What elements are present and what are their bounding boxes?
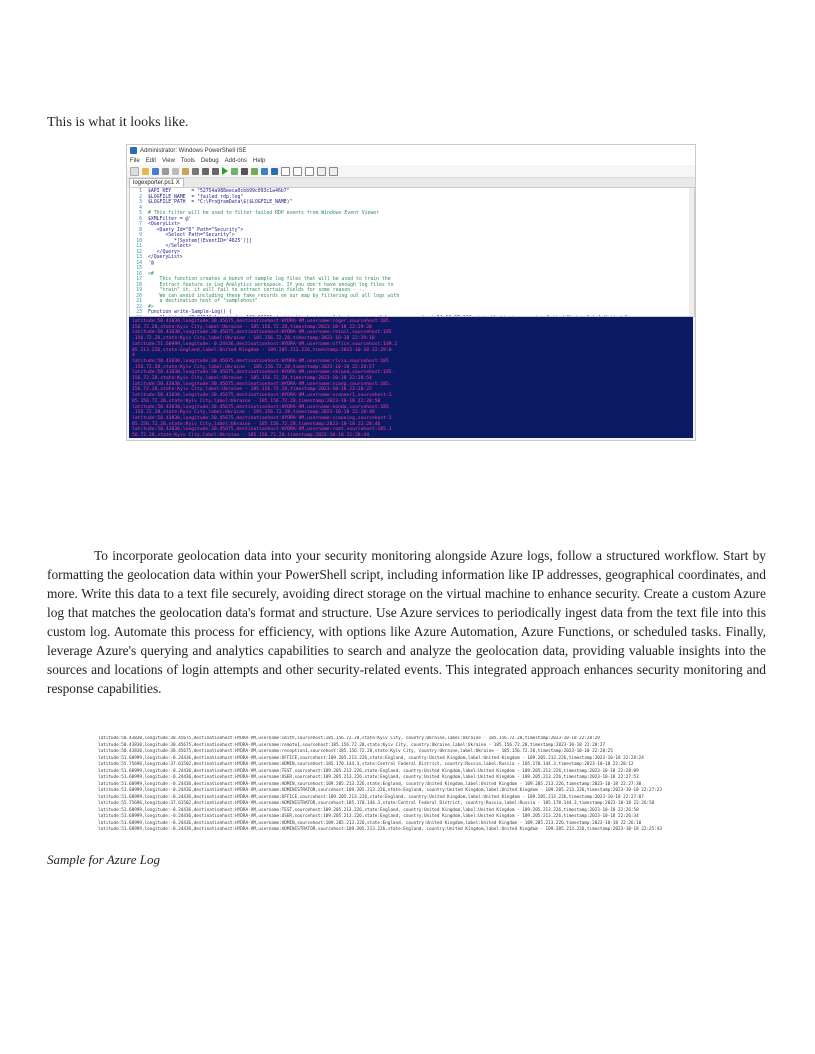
- line-number: 17: [136, 277, 142, 282]
- code-line: </Query>: [148, 249, 180, 255]
- tab-label: logexporter.ps1: [133, 180, 175, 186]
- line-numbers: [130, 189, 142, 317]
- addon-icon: [329, 167, 338, 176]
- log-line: latitude:51.60999,longitude:-0.24436,destinationhost:HYDRA-VM,username:TEST,sourcehost:109.205.213.226,state:England, country:United Kingdom,label:United Kingdom - 109.205.213.226,timestamp:2023-10-18 22:26:50: [98, 807, 639, 813]
- line-number: 10: [136, 238, 142, 244]
- undo-icon: [202, 168, 209, 175]
- log-line: latitude:51.60999,longitude:-0.24436,destinationhost:HYDRA-VM,username:ADMIN,sourcehost:109.205.213.226,state:England, country:United Kingdom,label:United Kingdom - 109.205.213.226,timestamp:2023-10-18 22:27:30: [98, 781, 642, 787]
- line-number: 14: [136, 260, 142, 266]
- log-line: latitude:51.60999,longitude:-0.24436,destinationhost:HYDRA-VM,username:USER,sourcehost:109.205.213.226,state:England, country:United Kingdom,label:United Kingdom - 109.205.213.226,timestamp:2023-10-18 22:26:34: [98, 814, 639, 819]
- script-code: [148, 189, 688, 317]
- clear-icon: [192, 168, 199, 175]
- code-line: Extract feature in Log Analytics workspace. If you don't have enough log files to: [148, 282, 394, 288]
- copy-icon: [172, 168, 179, 175]
- code-line: Function write-Sample-Log() {: [148, 310, 232, 315]
- menu-addons: Add-ons: [224, 157, 247, 164]
- redo-icon: [212, 168, 219, 175]
- code-line: <Query Id="0" Path="Security">: [148, 227, 244, 233]
- line-number: 23: [136, 310, 142, 315]
- powershell-console-icon: [271, 168, 278, 175]
- line-number: 20: [136, 293, 142, 299]
- console-line: 156.72.28,state:Kyiv City,label:Ukraine - 185.156.72.28,timestamp:2023-10-18 22:28:22: [132, 387, 372, 393]
- tab-logexporter: [129, 178, 184, 187]
- line-number: 18: [136, 282, 142, 288]
- console-line: .156.72.28,state:Kyiv City,label:Ukraine - 185.156.72.28,timestamp:2023-10-18 22:28:48: [132, 410, 375, 416]
- powershell-ise-screenshot: [126, 144, 696, 441]
- code-line: *[System[(EventID='4625')]]: [148, 238, 252, 244]
- line-number: 22: [136, 304, 142, 310]
- figure-caption: Sample for Azure Log: [47, 852, 161, 867]
- ise-toolbar: [127, 165, 695, 178]
- log-line: latitude:51.60999,longitude:-0.24436,destinationhost:HYDRA-VM,username:ADMINISTRATOR,sourcehost:109.205.213.226,state:England, country:United Kingdom,label:United Kingdom - 109.205.213.226,timestamp:2023-10-18 22:27:23: [98, 788, 662, 793]
- line-number: 8: [139, 227, 142, 233]
- menu-edit: Edit: [145, 157, 157, 164]
- code-line: <#: [148, 271, 154, 277]
- line-number: 1: [139, 189, 142, 194]
- code-line: # This filter will be used to filter failed RDP events from Windows Event Viewer: [148, 211, 380, 216]
- paste-icon: [182, 168, 189, 175]
- console-line: 05.213.226,state:England,label:United Kingdom - 109.205.213.226,timestamp:2023-10-18 22:29:0: [132, 347, 392, 353]
- log-line: latitude:55.75696,longitude:37.61502,destinationhost:HYDRA-VM,username:ADMINISTRATOR,sourcehost:185.170.144.3,state:Central Federal District, country:Russia,label:Russia - 185.170.144.3,timestamp:2023-10-18 22:26:58: [98, 801, 655, 806]
- console-line: latitude:50.43830,longitude:30.45675,destinationhost:HYDRA-VM,username:retail,sourcehost:185: [132, 330, 392, 336]
- code-line: "train" it, it will fail to extract certain fields for some reason -_-.: [148, 288, 365, 293]
- console-output: [129, 317, 693, 438]
- layout-top-icon: [281, 167, 290, 176]
- line-number: 19: [136, 288, 142, 293]
- console-line: .156.72.28,state:Kyiv City,label:Ukraine - 185.156.72.28,timestamp:2023-10-18 22:28:57: [132, 364, 375, 370]
- azure-log-sample: [98, 736, 718, 874]
- console-line: latitude:50.43830,longitude:30.45675,destinationhost:HYDRA-VM,username:skland,sourcehost:185.: [132, 370, 395, 376]
- code-line: </QueryList>: [148, 255, 183, 260]
- line-number: 16: [136, 271, 142, 277]
- ise-menubar: [127, 156, 695, 165]
- code-line: $LOGFILE_PATH = "C:\ProgramData\$($LOGFILE_NAME)": [148, 200, 293, 205]
- line-number: 13: [136, 255, 142, 260]
- log-line: latitude:55.75696,longitude:37.61502,destinationhost:HYDRA-VM,username:ADMIN,sourcehost:185.170.144.3,state:Central Federal District, country:Russia,label:Russia - 185.170.144.3,timestamp:2023-10-18 22:28:12: [98, 762, 634, 767]
- console-line: latitude:50.43830,longitude:30.45675,destinationhost:HYDRA-VM,username:scanner1,sourcehost:1: [132, 393, 392, 399]
- log-line: latitude:51.60999,longitude:-0.24436,destinationhost:HYDRA-VM,username:OFFICE,sourcehost:109.205.213.226,state:England, country:United Kingdom,label:United Kingdom - 109.205.213.226,timestamp:2023-10-18 22:28:24: [98, 755, 644, 761]
- console-line: 4: [132, 353, 135, 359]
- console-line: latitude:50.43830,longitude:30.45675,destinationhost:HYDRA-VM,username:honda,sourcehost:185: [132, 404, 389, 410]
- code-line: This function creates a bunch of sample log files that will be used to train the: [148, 277, 391, 282]
- ise-title: Administrator: Windows PowerShell ISE: [140, 147, 247, 154]
- line-number: 4: [139, 205, 142, 211]
- line-number: 12: [136, 249, 142, 255]
- close-icon: X: [175, 180, 180, 186]
- code-line: <QueryList>: [148, 222, 180, 227]
- run-selection-icon: [231, 168, 238, 175]
- stop-icon: [241, 168, 248, 175]
- code-line: '@: [148, 260, 154, 266]
- console-line: 156.72.28,state:Kyiv City,label:Ukraine - 185.156.72.28,timestamp:2023-10-18 22:28:54: [132, 376, 372, 382]
- menu-file: File: [130, 157, 140, 164]
- log-line: latitude:51.60999,longitude:-0.24436,destinationhost:HYDRA-VM,username:OFFICE,sourcehost:109.205.213.226,state:England, country:United Kingdom,label:United Kingdom - 109.205.213.226,timestamp:2023-10-18 22:27:07: [98, 794, 644, 800]
- console-line: 85.156.72.28,state:Kyiv City,label:Ukraine - 185.156.72.28,timestamp:2023-10-18 22:28:46: [132, 421, 381, 427]
- log-line: latitude:51.60999,longitude:-0.24436,destinationhost:HYDRA-VM,username:USER,sourcehost:109.205.213.226,state:England, country:United Kingdom,label:United Kingdom - 109.205.213.226,timestamp:2023-10-18 22:27:53: [98, 775, 639, 780]
- powershell-icon: [130, 147, 137, 154]
- commands-icon: [317, 167, 326, 176]
- line-number: 9: [139, 233, 142, 238]
- log-line: latitude:51.60999,longitude:-0.24436,destinationhost:HYDRA-VM,username:ADMINISTRATOR,sourcehost:109.205.213.226,state:England, country:United Kingdom,label:United Kingdom - 109.205.213.226,timestamp:2023-10-18 22:25:43: [98, 827, 662, 832]
- layout-max-icon: [305, 167, 314, 176]
- line-number: 7: [139, 222, 142, 227]
- line-number: 21: [136, 299, 142, 304]
- console-line: latitude:51.60999,longitude:-0.24436,destinationhost:HYDRA-VM,username:office,sourcehost:109.2: [132, 341, 398, 347]
- line-number: 11: [136, 244, 142, 249]
- console-line: .156.72.28,state:Kyiv City,label:Ukraine - 185.156.72.28,timestamp:2023-10-18 22:29:10: [132, 336, 375, 342]
- intro-text: This is what it looks like.: [47, 115, 189, 130]
- body-paragraph: To incorporate geolocation data into your security monitoring alongside Azure logs, follow a structured workflow. Start by formatting the geolocation data within your PowerShell script, including information like IP addresses, geographical coordinates, and more. Write this data to a text file securely, avoiding direct storage on the virtual machine to enhance security. Create a custom Azure log that matches the geolocation data's format and structure. Use Azure services to periodically ingest data from the text file into this custom log. Automate this process for efficiency, with options like Azure Automation, Azure Functions, or scheduled tasks. Finally, leverage Azure's querying and analytics capabilities to search and analyze the geolocation data, providing valuable insights into the sources and locations of login attempts and other security-related events. This integrated approach enhances security monitoring and response capabilities.: [47, 548, 766, 696]
- menu-tools: Tools: [180, 157, 195, 164]
- save-icon: [152, 168, 159, 175]
- line-number: 6: [139, 216, 142, 222]
- menu-view: View: [162, 157, 175, 164]
- log-line: latitude:51.60999,longitude:-0.24436,destinationhost:HYDRA-VM,username:TEST,sourcehost:109.205.213.226,state:England, country:United Kingdom,label:United Kingdom - 109.205.213.226,timestamp:2023-10-18 22:28:09: [98, 768, 639, 774]
- code-line: $API_KEY = "52754a988eeca0cbb99c093c1a46b7": [148, 189, 290, 194]
- debug-icon: [251, 168, 258, 175]
- console-line: 56.72.28,state:Kyiv City,label:Ukraine - 185.156.72.28,timestamp:2023-10-18 22:28:44: [132, 433, 370, 438]
- editor-scrollbar: [689, 188, 694, 316]
- line-number: 15: [136, 266, 142, 271]
- console-line: latitude:50.43830,longitude:30.45675,destinationhost:HYDRA-VM,username:roger,sourcehost:185.: [132, 319, 392, 324]
- log-line: latitude:51.60999,longitude:-0.24436,destinationhost:HYDRA-VM,username:ADMIN,sourcehost:109.205.213.226,state:England, country:United Kingdom,label:United Kingdom - 109.205.213.226,timestamp:2023-10-18 22:26:10: [98, 820, 642, 826]
- line-number: 5: [139, 211, 142, 216]
- code-line: <Select Path="Security">: [148, 233, 235, 238]
- ise-tab-row: [127, 178, 695, 187]
- open-folder-icon: [142, 168, 149, 175]
- console-line: latitude:50.43830,longitude:30.45675,destinationhost:HYDRA-VM,username:scanning,sourcehost:1: [132, 415, 392, 421]
- console-line: 85.156.72.28,state:Kyiv City,label:Ukraine - 185.156.72.28,timestamp:2023-10-18 22:28:50: [132, 398, 381, 404]
- menu-debug: Debug: [200, 157, 219, 164]
- script-editor: [129, 187, 695, 317]
- log-line: latitude:50.43830,longitude:30.45675,destinationhost:HYDRA-VM,username:reception1,sourcehost:185.156.72.28,state:Kyiv City, country:Ukraine,label:Ukraine - 185.156.72.28,timestamp:2023-10-18 22:28:25: [98, 749, 613, 754]
- run-icon: [222, 167, 228, 175]
- console-line: latitude:50.43830,longitude:30.45675,destinationhost:HYDRA-VM,username:root,sourcehost:185.1: [132, 427, 392, 433]
- code-line: a destination host of "samplehost": [148, 299, 258, 304]
- code-line: </Select>: [148, 244, 192, 249]
- code-line: $LOGFILE_NAME = "failed_rdp.log": [148, 194, 244, 200]
- ise-titlebar: [127, 145, 695, 156]
- console-line: latitude:50.43830,longitude:30.45675,destinationhost:HYDRA-VM,username:scanp,sourcehost:185.: [132, 381, 392, 387]
- code-line: We can avoid including these fake records on our map by filtering out all logs with: [148, 293, 400, 299]
- menu-help: Help: [252, 157, 266, 164]
- console-line: 156.72.28,state:Kyiv City,label:Ukraine - 185.156.72.28,timestamp:2023-10-18 22:29:20: [132, 324, 372, 330]
- new-file-icon: [130, 167, 139, 176]
- line-number: 2: [139, 194, 142, 200]
- cut-icon: [162, 168, 169, 175]
- code-line: #>: [148, 304, 154, 310]
- console-line: latitude:50.43830,longitude:30.45675,destinationhost:HYDRA-VM,username:rlvia,sourcehost:185: [132, 358, 389, 364]
- log-line: latitude:50.43830,longitude:30.45675,destinationhost:HYDRA-VM,username:smith,sourcehost:185.156.72.28,state:Kyiv City, country:Ukraine,label:Ukraine - 185.156.72.28,timestamp:2023-10-18 22:28:29: [98, 736, 600, 741]
- layout-right-icon: [293, 167, 302, 176]
- remote-icon: [261, 168, 268, 175]
- log-line: latitude:50.43830,longitude:30.45675,destinationhost:HYDRA-VM,username:remote1,sourcehost:185.156.72.28,state:Kyiv City, country:Ukraine,label:Ukraine - 185.156.72.28,timestamp:2023-10-18 22:28:27: [98, 742, 606, 748]
- line-number: 3: [139, 200, 142, 205]
- console-pane: [129, 317, 693, 438]
- code-line: $XMLFilter = @': [148, 216, 192, 222]
